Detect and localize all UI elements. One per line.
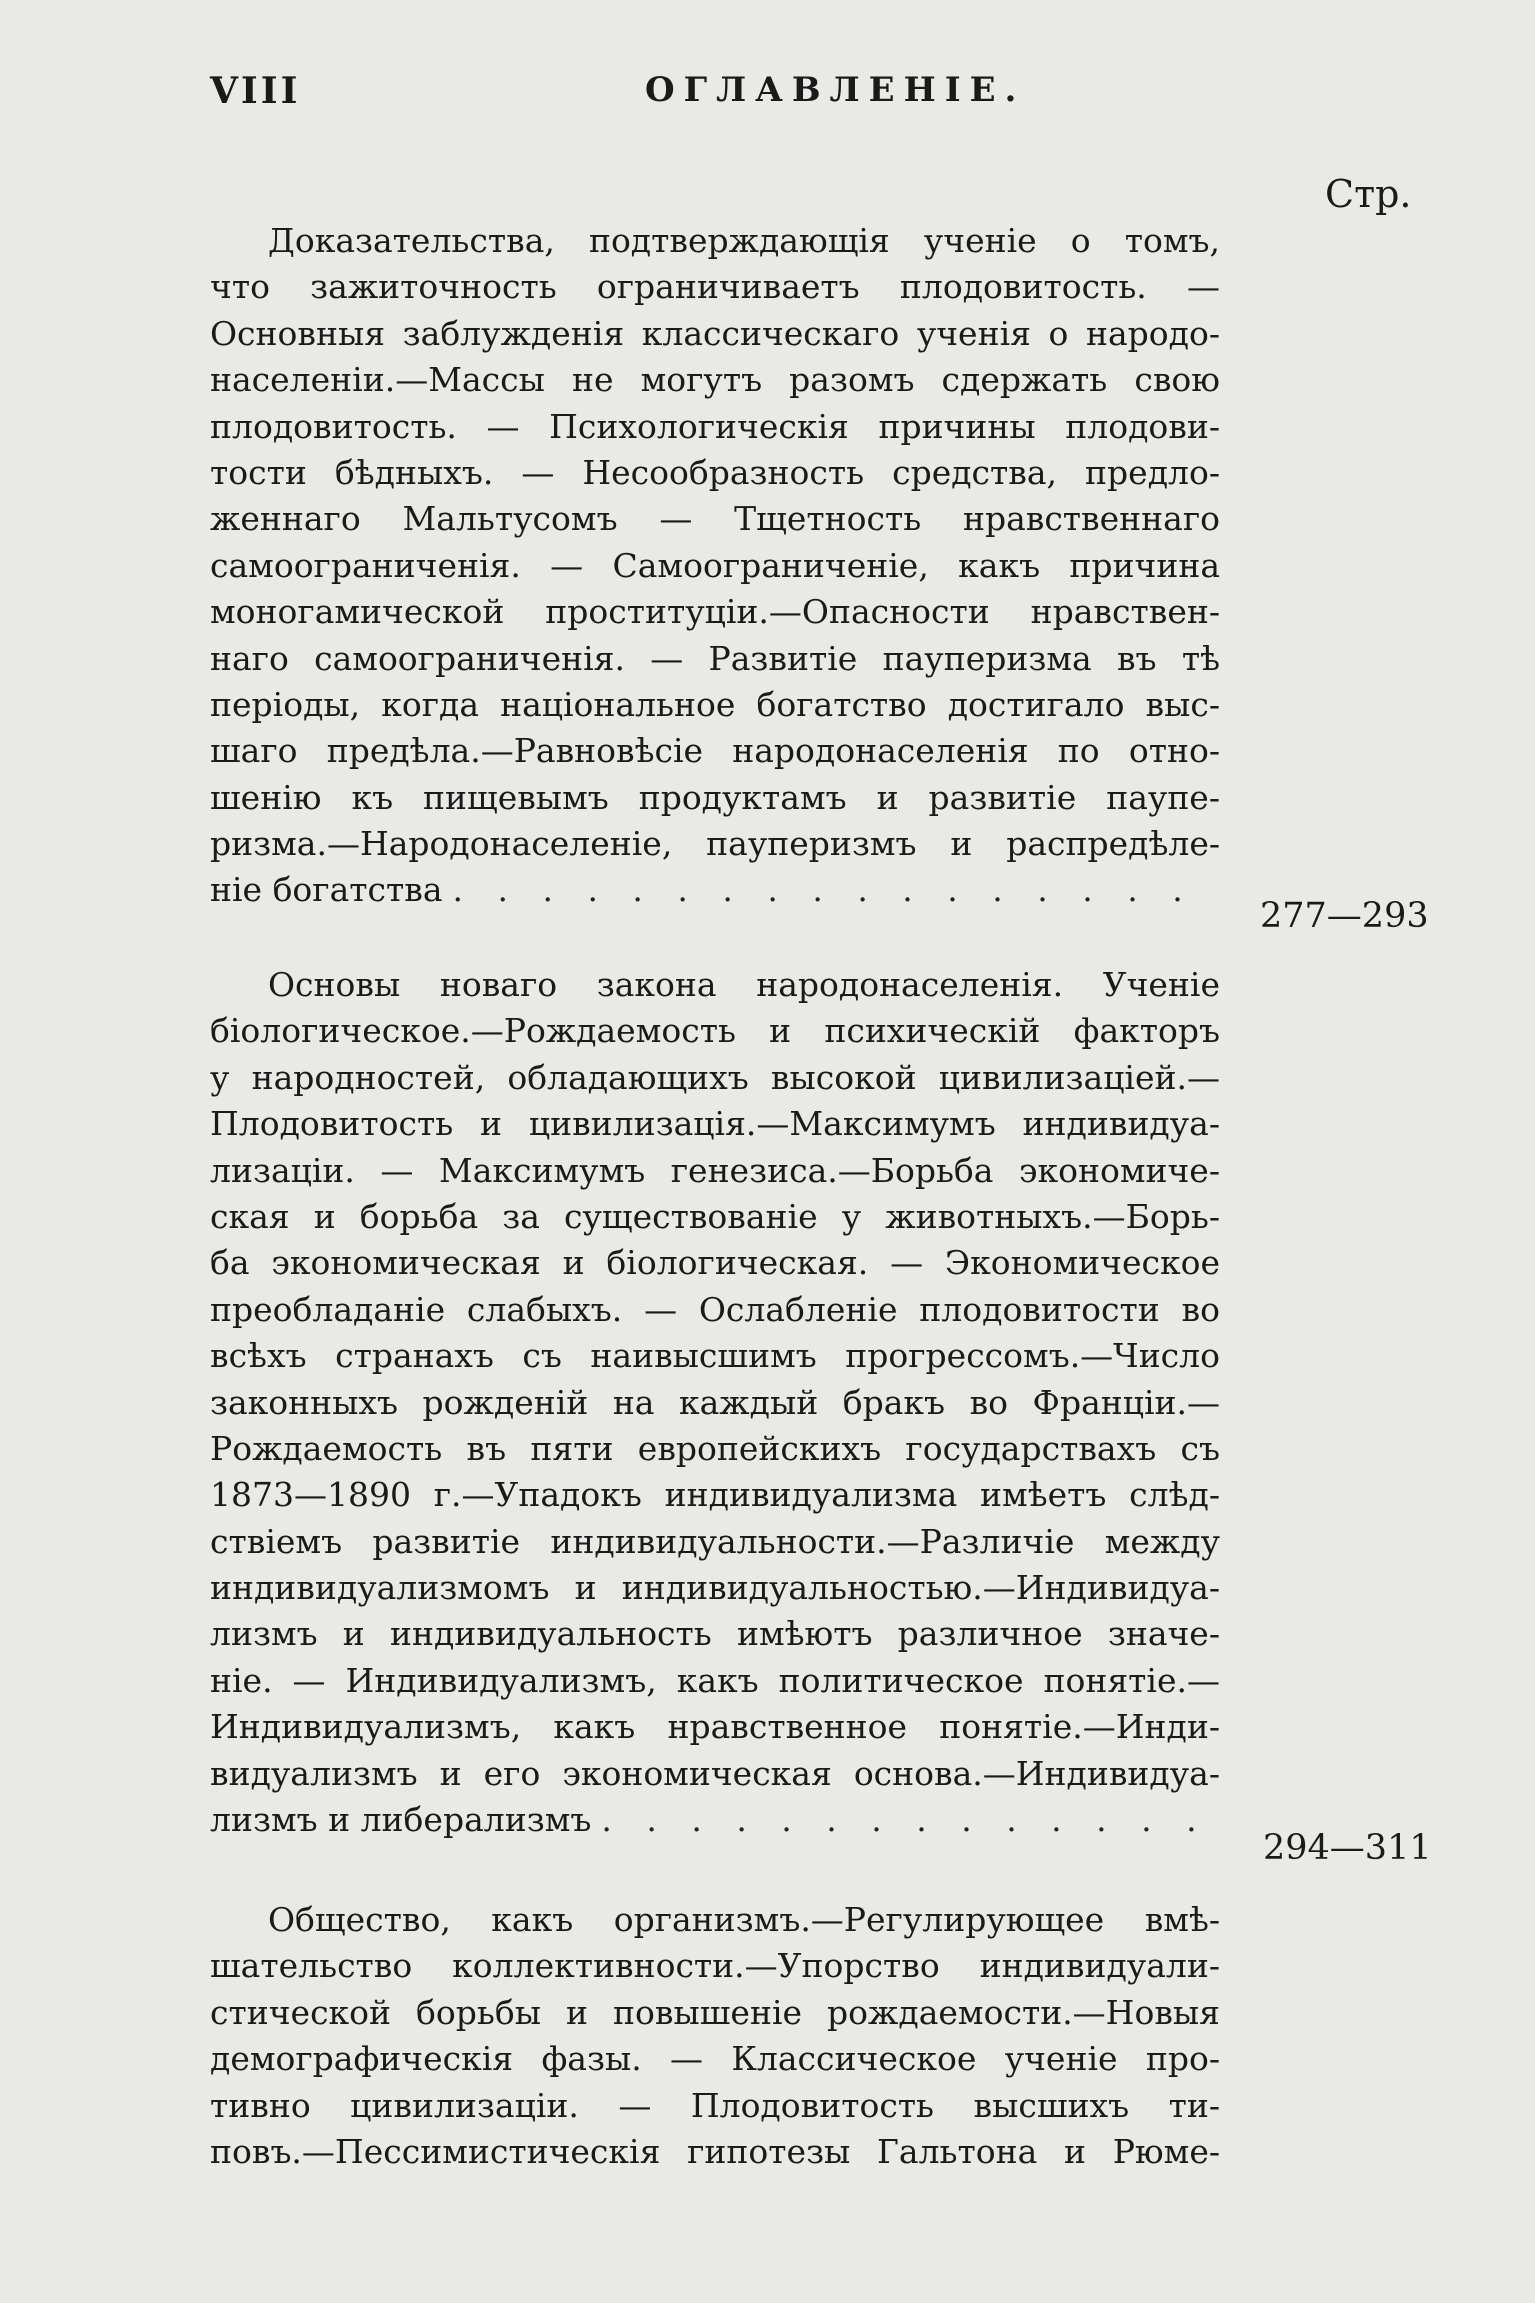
toc-entry-line: 1873—1890 г.—Упадокъ индивидуализма имѣетъ слѣд- [210, 1475, 1220, 1515]
toc-entry-line: населеніи.—Массы не могутъ разомъ сдержать свою [210, 360, 1220, 400]
toc-entry-line: ніе. — Индивидуализмъ, какъ политическое понятіе.— [210, 1660, 1220, 1700]
toc-entry [210, 1897, 1220, 2175]
toc-entry-text: ніе богатства [210, 870, 443, 910]
toc-entry-line: біологическое.—Рождаемость и психическій факторъ [210, 1011, 1220, 1051]
toc-entry-line: ба экономическая и біологическая. — Экономическое [210, 1243, 1220, 1283]
toc-entry-line: индивидуализмомъ и индивидуальностью.—Индивидуа- [210, 1568, 1220, 1608]
page-number: VIII [210, 70, 301, 112]
toc-entry-line: демографическія фазы. — Классическое ученіе про- [210, 2039, 1220, 2079]
toc-entry-line: шаго предѣла.—Равновѣсіе народонаселенія по отно- [210, 731, 1220, 771]
toc-entry-line: ризма.—Народонаселеніе, пауперизмъ и распредѣле- [210, 824, 1220, 864]
toc-entry-line: періоды, когда національное богатство достигало выс- [210, 684, 1220, 724]
toc-entry-line: женнаго Мальтусомъ — Тщетность нравственнаго [210, 499, 1220, 539]
toc-entry-line: плодовитость. — Психологическія причины плодови- [210, 406, 1220, 446]
dot-leader [443, 867, 1220, 913]
toc-entry-line: видуализмъ и его экономическая основа.—Индивидуа- [210, 1753, 1220, 1793]
toc-entry-line: Общество, какъ организмъ.—Регулирующее вмѣ- [268, 1900, 1220, 1939]
page-column-label: Стр. [1325, 172, 1412, 216]
toc-entry-line: стической борьбы и повышеніе рождаемости.—Новыя [210, 1992, 1220, 2032]
toc-entry-line: тости бѣдныхъ. — Несообразность средства, предло- [210, 452, 1220, 492]
toc-entry-line: шательство коллективности.—Упорство индивидуали- [210, 1946, 1220, 1986]
toc-entry-line: у народностей, обладающихъ высокой цивилизаціей.— [210, 1057, 1220, 1097]
toc-entry-line: моногамической проституціи.—Опасности нравствен- [210, 592, 1220, 632]
toc-entry-line: Основныя заблужденія классическаго ученія о народо- [210, 313, 1220, 353]
toc-entry-line: Плодовитость и цивилизація.—Максимумъ индивидуа- [210, 1104, 1220, 1144]
toc-entry-line: ская и борьба за существованіе у животныхъ.—Борь- [210, 1196, 1220, 1236]
page-title: ОГЛАВЛЕНІЕ. [645, 70, 1026, 110]
toc-entry-line: всѣхъ странахъ съ наивысшимъ прогрессомъ.—Число [210, 1336, 1220, 1376]
toc-entry-line: Основы новаго закона народонаселенія. Ученіе [268, 965, 1220, 1004]
toc-entry-line: шенію къ пищевымъ продуктамъ и развитіе паупе- [210, 777, 1220, 817]
toc-entry-line: повъ.—Пессимистическія гипотезы Гальтона и Рюме- [210, 2131, 1220, 2171]
toc-entry-line [210, 1797, 1220, 1843]
toc-entry [210, 218, 1220, 914]
toc-page-range: 277—293 [1260, 896, 1429, 936]
toc-entry-line: Индивидуализмъ, какъ нравственное понятіе.—Инди- [210, 1707, 1220, 1747]
toc-entry-text: лизмъ и либерализмъ [210, 1800, 592, 1840]
toc-entry-line: законныхъ рожденій на каждый бракъ во Франціи.— [210, 1382, 1220, 1422]
toc-entry-line: лизмъ и индивидуальность имѣютъ различное значе- [210, 1614, 1220, 1654]
toc-entry-line: что зажиточность ограничиваетъ плодовитость. — [210, 267, 1220, 307]
toc-page-range: 294—311 [1263, 1828, 1432, 1868]
dot-leader [591, 1797, 1220, 1843]
toc-entry-line: лизаціи. — Максимумъ генезиса.—Борьба экономиче- [210, 1150, 1220, 1190]
toc-entry-line: преобладаніе слабыхъ. — Ослабленіе плодовитости во [210, 1289, 1220, 1329]
toc-entry [210, 962, 1220, 1843]
toc-entry-line: Рождаемость въ пяти европейскихъ государствахъ съ [210, 1428, 1220, 1468]
toc-entry-line: тивно цивилизаціи. — Плодовитость высшихъ ти- [210, 2085, 1220, 2125]
toc-entry-line: Доказательства, подтверждающія ученіе о томъ, [268, 221, 1220, 260]
toc-entry-line: ствіемъ развитіе индивидуальности.—Различіе между [210, 1521, 1220, 1561]
toc-entry-line: наго самоограниченія. — Развитіе пауперизма въ тѣ [210, 638, 1220, 678]
toc-entry-line [210, 867, 1220, 913]
toc-entry-line: самоограниченія. — Самоограниченіе, какъ причина [210, 545, 1220, 585]
